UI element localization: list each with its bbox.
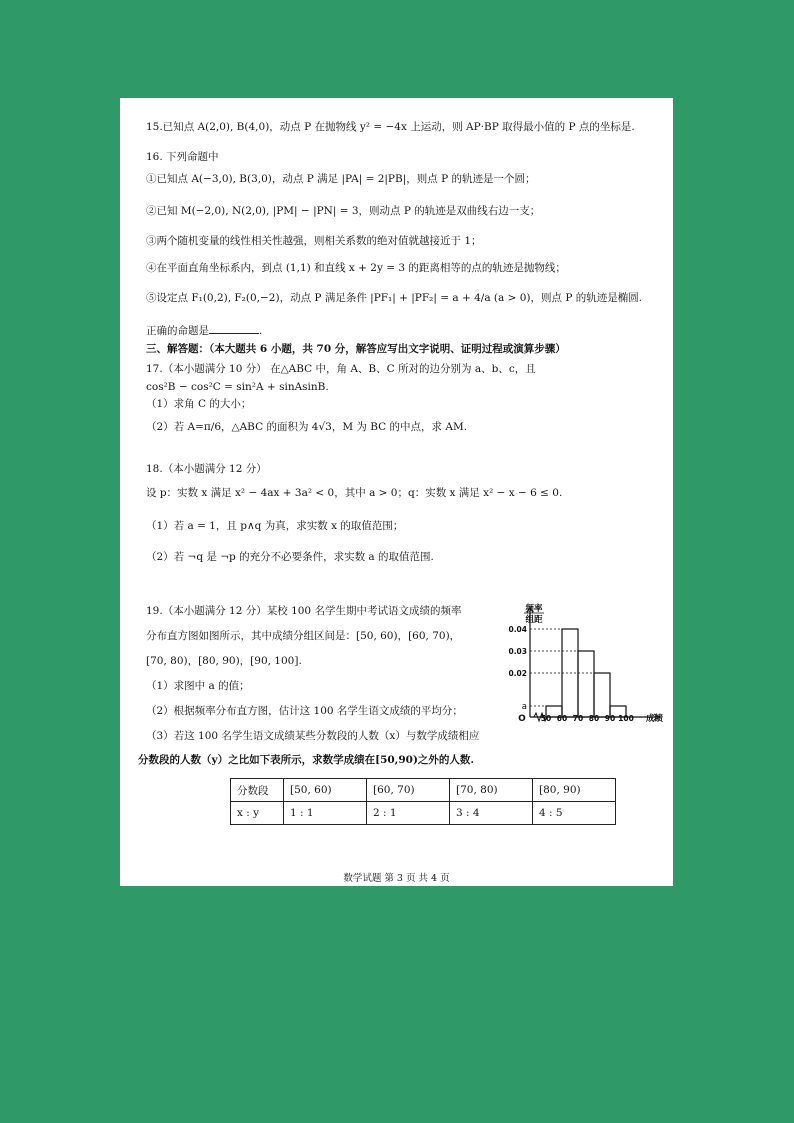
question-16-item-1: ①已知点 A(−3,0), B(3,0)，动点 P 满足 |PA| = 2|PB|，则点 P 的轨迹是一个圆； <box>146 173 536 185</box>
x-tick-label: 60 <box>556 714 568 723</box>
question-19-part-2: （2）根据频率分布直方图，估计这 100 名学生语文成绩的平均分； <box>146 705 463 717</box>
question-16-item-4: ④在平面直角坐标系内，到点 (1,1) 和直线 x + 2y = 3 的距离相等的点的轨迹是抛物线； <box>146 262 566 274</box>
question-18-intro: 设 p：实数 x 满足 x² − 4ax + 3a² < 0，其中 a > 0；q：实数 x 满足 x² − x − 6 ≤ 0. <box>146 487 563 499</box>
x-tick-label: 50 <box>540 714 552 723</box>
question-17-intro: 17.（本小题满分 10 分） 在△ABC 中，角 A、B、C 所对的边分别为 a、b、c，且 <box>146 363 536 375</box>
table-cell: [50, 60) <box>284 779 367 802</box>
y-tick-label: 0.02 <box>508 669 527 678</box>
question-16-title: 16. 下列命题中 <box>146 151 219 163</box>
table-cell: 分数段 <box>231 779 284 802</box>
origin-label: O <box>518 714 526 724</box>
question-19-intro-1: 19.（本小题满分 12 分）某校 100 名学生期中考试语文成绩的频率 <box>146 605 462 617</box>
section-3-heading: 三、解答题：（本大题共 6 小题，共 70 分，解答应写出文字说明、证明过程或演算步骤） <box>146 343 566 355</box>
page-footer: 数学试题 第 3 页 共 4 页 <box>343 873 450 884</box>
y-tick-label: 0.04 <box>508 625 527 634</box>
table-cell: 3 : 4 <box>450 802 533 825</box>
ratio-table <box>230 778 616 825</box>
question-16-item-5: ⑤设定点 F₁(0,2), F₂(0,−2)，动点 P 满足条件 |PF₁| + |PF₂| = a + 4/a (a > 0)，则点 P 的轨迹是椭圆. <box>146 292 643 304</box>
y-tick-label: a <box>521 702 527 712</box>
question-19-intro-3: [70, 80)，[80, 90)，[90, 100]. <box>146 655 302 667</box>
answer-prefix: 正确的命题是 <box>146 325 209 337</box>
question-18-part-2: （2）若 ¬q 是 ¬p 的充分不必要条件，求实数 a 的取值范围. <box>146 551 434 563</box>
x-tick-label: 100 <box>618 714 634 723</box>
histogram-bar <box>578 651 594 717</box>
answer-blank[interactable] <box>209 323 259 334</box>
x-tick-label: 70 <box>572 714 584 723</box>
question-18-part-1: （1）若 a = 1，且 p∧q 为真，求实数 x 的取值范围； <box>146 520 404 532</box>
table-cell: [70, 80) <box>450 779 533 802</box>
y-axis-label-bottom: 组距 <box>525 615 543 625</box>
question-16-item-3: ③两个随机变量的线性相关性越强，则相关系数的绝对值就越接近于 1； <box>146 235 482 247</box>
question-19-part-3a: （3）若这 100 名学生语文成绩某些分数段的人数（x）与数学成绩相应 <box>146 730 480 742</box>
x-tick-label: 90 <box>604 714 616 723</box>
answer-suffix: . <box>259 325 263 337</box>
y-tick-label: 0.03 <box>508 647 527 656</box>
question-18-title: 18.（本小题满分 12 分） <box>146 463 267 475</box>
table-cell: [60, 70) <box>367 779 450 802</box>
table-cell: 1 : 1 <box>284 802 367 825</box>
question-19-intro-2: 分布直方图如图所示，其中成绩分组区间是：[50, 60)，[60, 70)， <box>146 630 461 642</box>
table-cell: 2 : 1 <box>367 802 450 825</box>
question-17-part-2: （2）若 A=π/6，△ABC 的面积为 4√3，M 为 BC 的中点，求 AM. <box>146 421 468 433</box>
question-17-part-1: （1）求角 C 的大小； <box>146 398 252 410</box>
question-19-part-3b: 分数段的人数（y）之比如下表所示，求数学成绩在[50,90)之外的人数. <box>138 754 475 766</box>
frequency-histogram <box>498 603 668 728</box>
x-axis-label: 成绩 <box>646 714 664 724</box>
table-row <box>231 802 616 825</box>
histogram-bar <box>594 673 610 717</box>
question-15: 15.已知点 A(2,0), B(4,0)，动点 P 在抛物线 y² = −4x 上运动，则 AP·BP 取得最小值的 P 点的坐标是. <box>146 121 635 133</box>
y-axis-label-top: 频率 <box>525 604 543 614</box>
question-16-answer <box>146 323 659 338</box>
table-cell: [80, 90) <box>533 779 616 802</box>
x-tick-label: 80 <box>588 714 600 723</box>
question-17-condition: cos²B − cos²C = sin²A + sinAsinB. <box>146 381 329 393</box>
exam-page <box>120 98 673 886</box>
table-cell: 4 : 5 <box>533 802 616 825</box>
question-16-item-2: ②已知 M(−2,0), N(2,0), |PM| − |PN| = 3，则动点 P 的轨迹是双曲线右边一支； <box>146 205 541 217</box>
table-row <box>231 779 616 802</box>
question-19-part-1: （1）求图中 a 的值； <box>146 680 250 692</box>
table-cell: x : y <box>231 802 284 825</box>
